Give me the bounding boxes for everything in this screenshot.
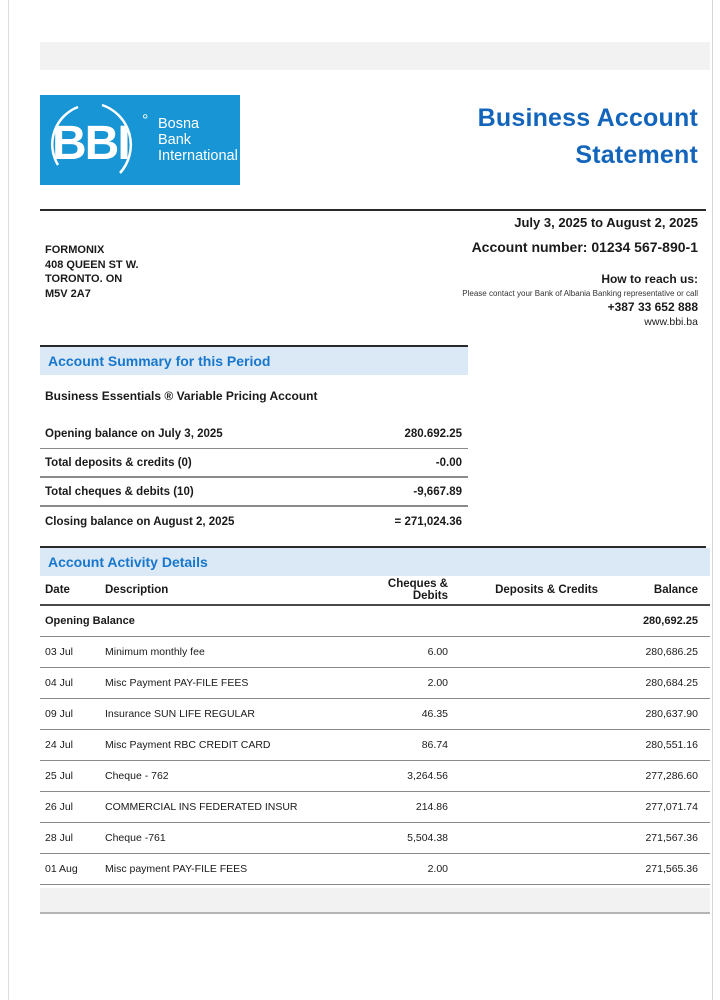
opening-balance-label: Opening Balance bbox=[40, 605, 350, 636]
col-header-balance: Balance bbox=[610, 578, 710, 605]
txn-credit bbox=[460, 791, 610, 822]
txn-description: Misc payment PAY-FILE FEES bbox=[100, 853, 350, 884]
txn-debit: 2.00 bbox=[350, 853, 460, 884]
activity-section-title: Account Activity Details bbox=[48, 554, 208, 570]
reach-us-title: How to reach us: bbox=[601, 272, 698, 286]
contact-phone: +387 33 652 888 bbox=[607, 300, 698, 314]
txn-balance: 271,565.36 bbox=[610, 853, 710, 884]
txn-description: Insurance SUN LIFE REGULAR bbox=[100, 698, 350, 729]
activity-header-row bbox=[40, 578, 710, 605]
txn-date: 25 Jul bbox=[40, 760, 100, 791]
txn-credit bbox=[460, 853, 610, 884]
top-gray-bar bbox=[40, 42, 710, 70]
txn-description: COMMERCIAL INS FEDERATED INSUR bbox=[100, 791, 350, 822]
summary-value: -0.00 bbox=[435, 456, 462, 469]
account-number: Account number: 01234 567-890-1 bbox=[471, 239, 698, 255]
txn-balance: 280,684.25 bbox=[610, 667, 710, 698]
col-header-credits: Deposits & Credits bbox=[460, 578, 610, 605]
txn-debit: 3,264.56 bbox=[350, 760, 460, 791]
logo-abbr: BBI bbox=[52, 117, 129, 170]
bbi-logo bbox=[40, 95, 240, 185]
col-header-description: Description bbox=[100, 578, 350, 605]
customer-postal-code: M5V 2A7 bbox=[45, 287, 91, 300]
logo-registered-icon: ° bbox=[142, 112, 149, 129]
txn-debit: 214.86 bbox=[350, 791, 460, 822]
txn-credit bbox=[460, 729, 610, 760]
transaction-row bbox=[40, 667, 710, 698]
logo-word-3: International bbox=[158, 148, 238, 164]
txn-balance: 271,567.36 bbox=[610, 822, 710, 853]
account-product-name: Business Essentials ® Variable Pricing Account bbox=[45, 389, 318, 403]
summary-label: Total deposits & credits (0) bbox=[45, 456, 192, 469]
txn-date: 03 Jul bbox=[40, 636, 100, 667]
logo-word-2: Bank bbox=[158, 132, 192, 148]
txn-debit: 86.74 bbox=[350, 729, 460, 760]
document-title-line1: Business Account bbox=[477, 104, 698, 132]
txn-debit: 2.00 bbox=[350, 667, 460, 698]
statement-period: July 3, 2025 to August 2, 2025 bbox=[514, 215, 698, 230]
txn-credit bbox=[460, 636, 610, 667]
txn-debit: 5,504.38 bbox=[350, 822, 460, 853]
txn-balance: 277,286.60 bbox=[610, 760, 710, 791]
transaction-row bbox=[40, 853, 710, 884]
logo-word-1: Bosna bbox=[158, 116, 200, 132]
txn-credit bbox=[460, 822, 610, 853]
activity-section-header bbox=[40, 548, 710, 576]
transaction-row bbox=[40, 760, 710, 791]
txn-balance: 280,551.16 bbox=[610, 729, 710, 760]
txn-date: 01 Aug bbox=[40, 853, 100, 884]
txn-credit bbox=[460, 698, 610, 729]
txn-date: 24 Jul bbox=[40, 729, 100, 760]
txn-date: 09 Jul bbox=[40, 698, 100, 729]
customer-street: 408 QUEEN ST W. bbox=[45, 258, 139, 271]
summary-section-header bbox=[40, 347, 468, 375]
txn-credit bbox=[460, 667, 610, 698]
page-left-edge bbox=[8, 0, 9, 1000]
customer-address-block bbox=[45, 243, 139, 301]
txn-description: Minimum monthly fee bbox=[100, 636, 350, 667]
col-header-date: Date bbox=[40, 578, 100, 605]
account-activity-table bbox=[40, 578, 710, 915]
col-header-debits: Cheques & Debits bbox=[350, 578, 460, 605]
txn-date: 26 Jul bbox=[40, 791, 100, 822]
txn-description: Cheque - 762 bbox=[100, 760, 350, 791]
txn-balance: 280,686.25 bbox=[610, 636, 710, 667]
summary-value: = 271,024.36 bbox=[394, 515, 462, 528]
txn-description: Cheque -761 bbox=[100, 822, 350, 853]
statement-meta bbox=[278, 215, 698, 328]
bbi-logo-graphic bbox=[40, 95, 240, 185]
summary-section-title: Account Summary for this Period bbox=[48, 353, 271, 369]
summary-row-deposits bbox=[40, 449, 468, 478]
opening-balance-row bbox=[40, 605, 710, 636]
transaction-row bbox=[40, 791, 710, 822]
customer-city: TORONTO. ON bbox=[45, 273, 123, 285]
transaction-row bbox=[40, 729, 710, 760]
document-title-line2: Statement bbox=[575, 141, 698, 169]
reach-us-instructions: Please contact your Bank of Albania Banking representative or call bbox=[462, 289, 698, 298]
document-title bbox=[300, 100, 698, 174]
txn-date: 04 Jul bbox=[40, 667, 100, 698]
txn-debit: 46.35 bbox=[350, 698, 460, 729]
txn-description: Misc Payment PAY-FILE FEES bbox=[100, 667, 350, 698]
header-divider bbox=[40, 209, 706, 211]
transaction-row bbox=[40, 822, 710, 853]
txn-balance: 277,071.74 bbox=[610, 791, 710, 822]
txn-debit: 6.00 bbox=[350, 636, 460, 667]
summary-row-cheques bbox=[40, 478, 468, 507]
txn-description: Misc Payment RBC CREDIT CARD bbox=[100, 729, 350, 760]
page-right-edge bbox=[712, 0, 713, 1000]
summary-label: Total cheques & debits (10) bbox=[45, 485, 194, 498]
txn-date: 28 Jul bbox=[40, 822, 100, 853]
summary-label: Opening balance on July 3, 2025 bbox=[45, 428, 223, 440]
summary-row-opening bbox=[40, 420, 468, 449]
summary-value: -9,667.89 bbox=[413, 485, 462, 498]
txn-credit bbox=[460, 760, 610, 791]
summary-label: Closing balance on August 2, 2025 bbox=[45, 515, 235, 528]
opening-balance-value: 280,692.25 bbox=[610, 605, 710, 636]
bottom-gray-bar bbox=[40, 888, 710, 914]
bank-website: www.bbi.ba bbox=[644, 316, 698, 328]
customer-name: FORMONIX bbox=[45, 244, 105, 256]
summary-value: 280.692.25 bbox=[404, 428, 462, 440]
transaction-row bbox=[40, 636, 710, 667]
summary-row-closing bbox=[40, 507, 468, 536]
account-summary-table bbox=[40, 420, 468, 536]
txn-balance: 280,637.90 bbox=[610, 698, 710, 729]
transaction-row bbox=[40, 698, 710, 729]
